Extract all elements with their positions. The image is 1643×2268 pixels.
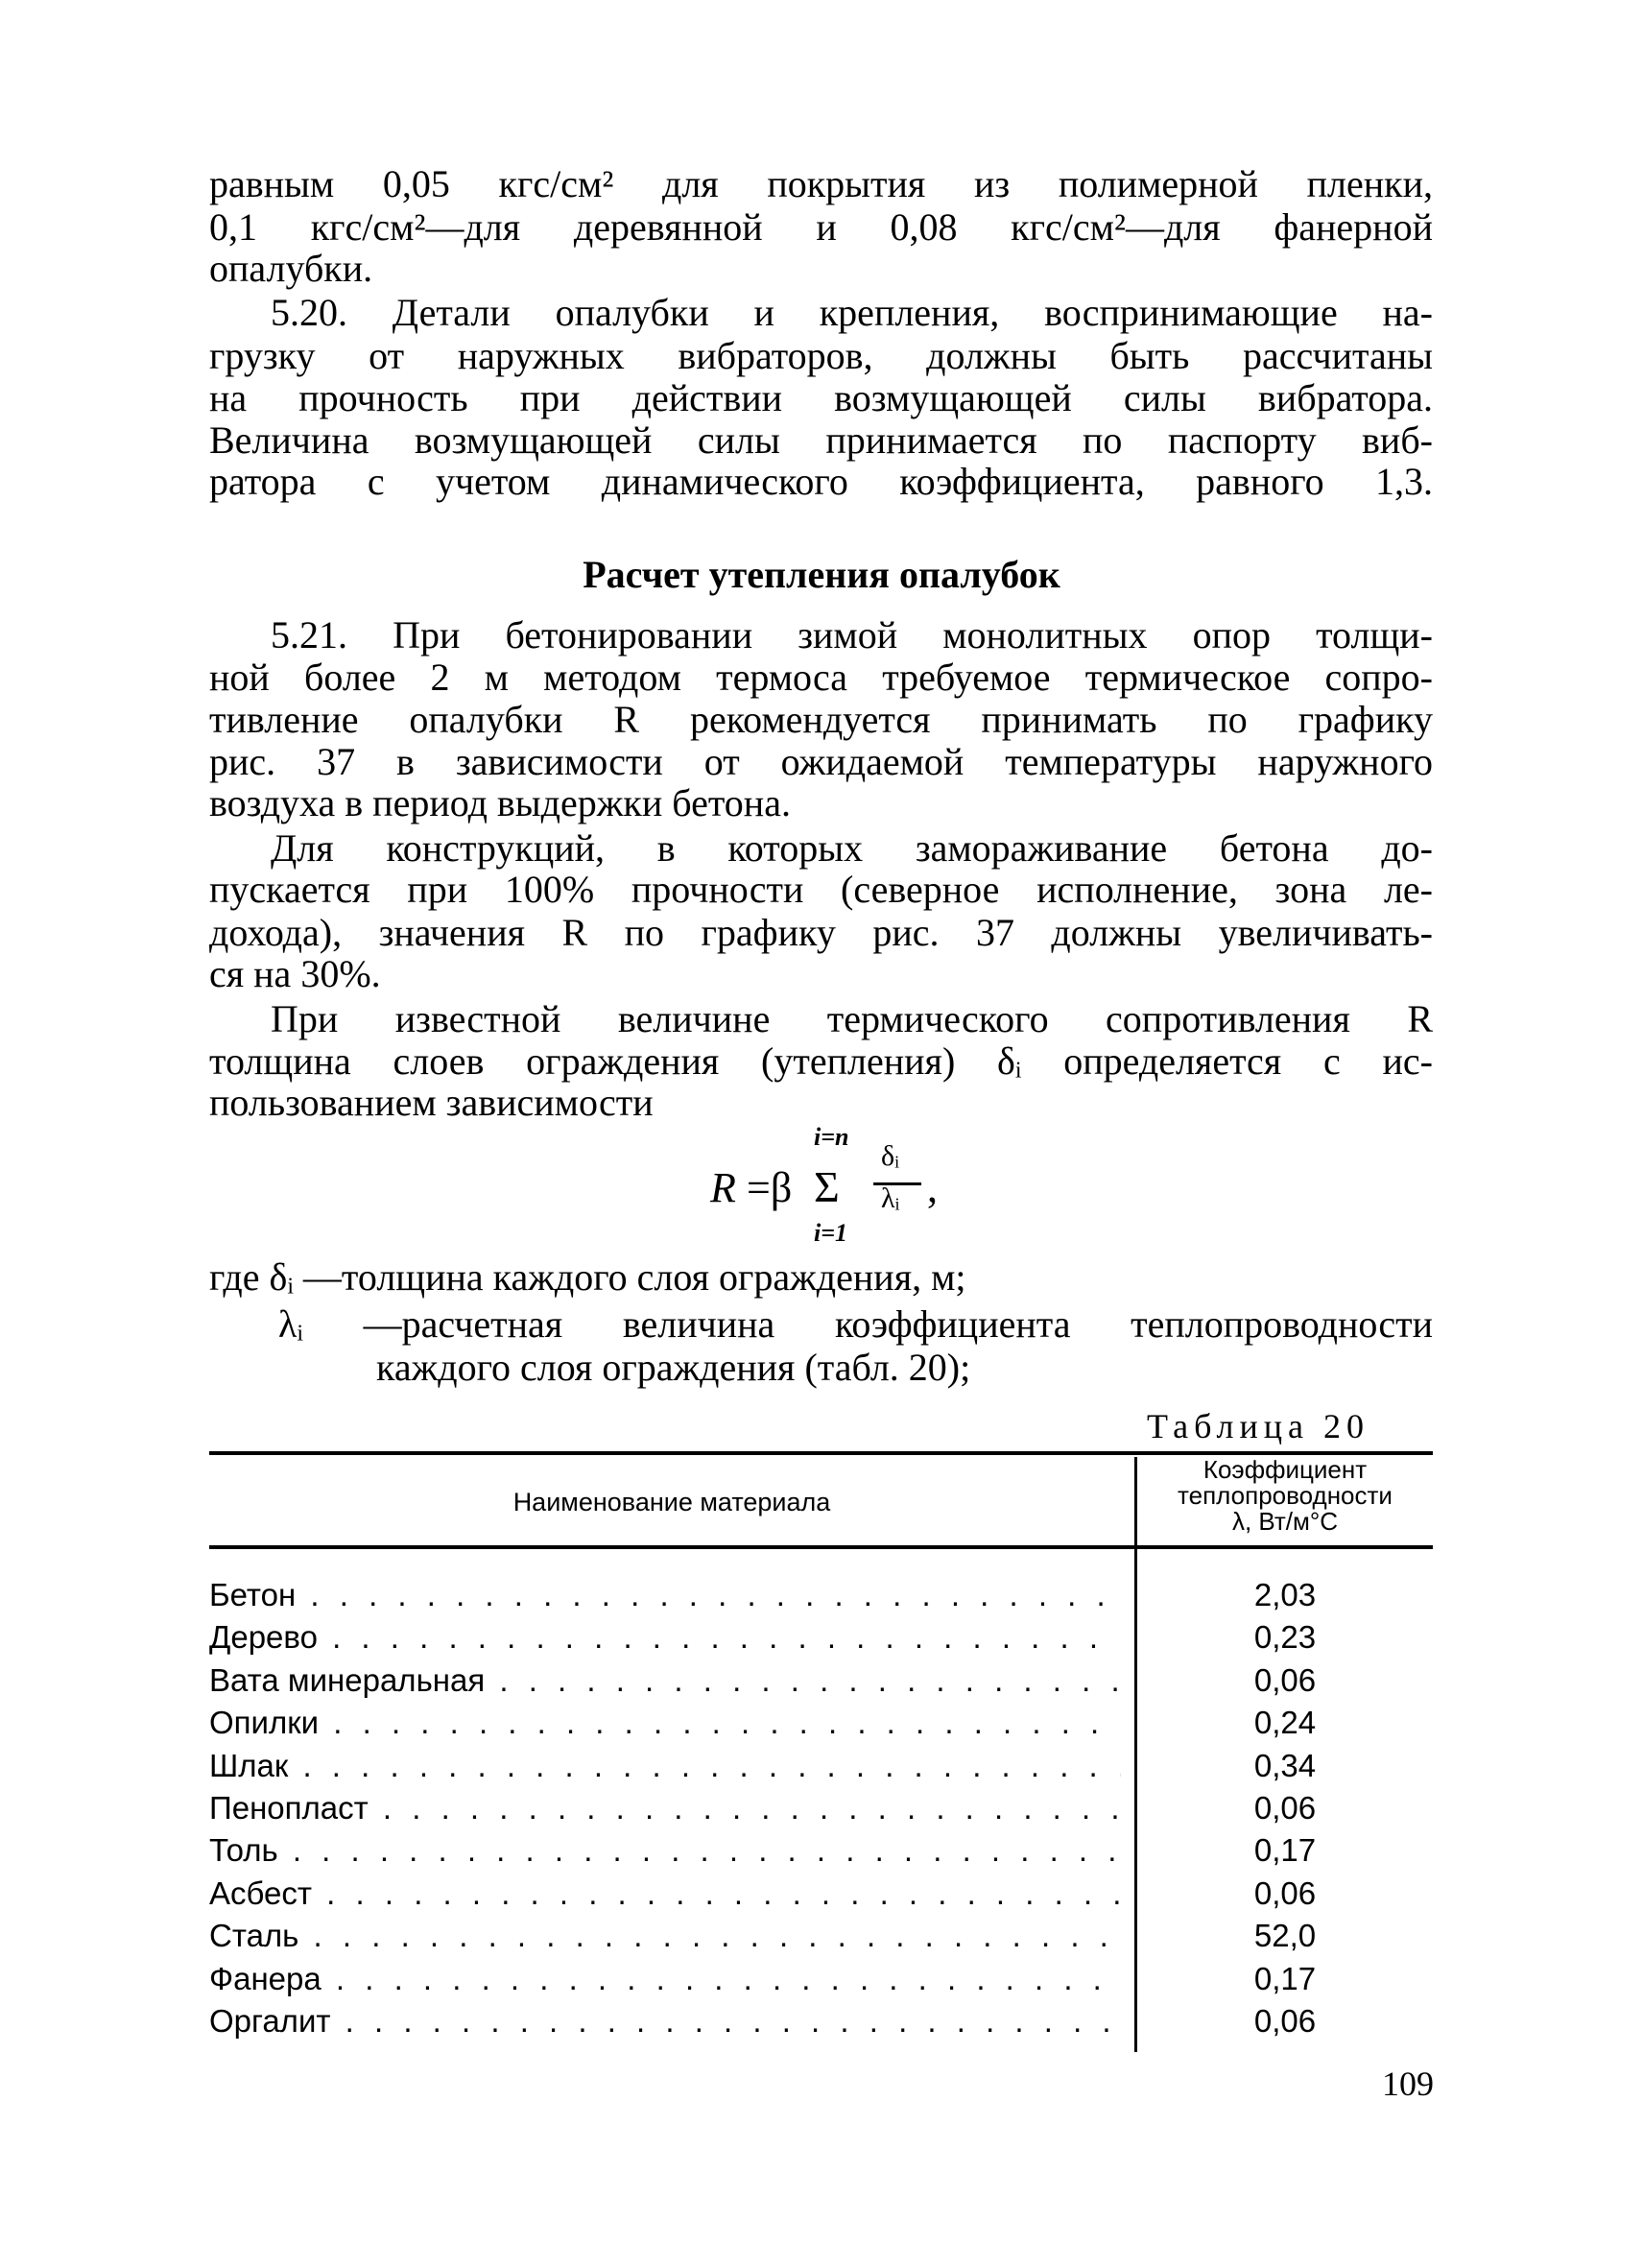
table-row [209,1787,1433,1829]
material-name: Вата минеральная . . . [209,1659,1121,1702]
text-line: опалубки. [209,247,373,290]
material-name: Бетон . . . [209,1574,1121,1616]
header-line: теплопроводности [1178,1481,1393,1510]
conductivity-value: 0,06 [1253,1790,1317,1826]
table-row [209,1829,1433,1872]
conductivity-value: 0,23 [1253,1619,1317,1656]
text-line: где δᵢ —толщина каждого слоя ограждения, м; [209,1255,966,1299]
formula-lower: i=1 [814,1219,848,1247]
text-line: При известной величине термического сопротивления R [271,997,1433,1040]
text-line: дохода), значения R по графику рис. 37 должны увеличивать- [209,911,1433,954]
text-line: ся на 30%. [209,952,381,995]
table-row [209,2000,1433,2042]
text-line: пускается при 100% прочности (северное исполнение, зона ле- [209,868,1433,911]
text-line: Величина возмущающей силы принимается по паспорту виб- [209,418,1433,462]
table-row [209,1958,1433,2000]
formula-comma: , [927,1164,938,1211]
header-line: λ, Вт/м°С [1231,1507,1339,1536]
material-name: Сталь . . . [209,1915,1121,1957]
table-row [209,1702,1433,1744]
conductivity-value: 2,03 [1253,1577,1317,1612]
conductivity-value: 0,24 [1253,1705,1317,1741]
text-line: 5.20. Детали опалубки и крепления, воспринимающие на- [271,291,1433,334]
header-line: Коэффициент [1202,1455,1368,1484]
conductivity-value: 0,06 [1253,1661,1317,1698]
conductivity-value: 52,0 [1253,1918,1317,1954]
text-line: толщина слоев ограждения (утепления) δᵢ определяется с ис- [209,1039,1433,1083]
table-row [209,1659,1433,1702]
formula [701,1123,988,1257]
text-line: пользованием зависимости [209,1081,654,1124]
formula-numerator: δᵢ [881,1140,900,1172]
formula-eq: =β [747,1164,793,1211]
formula-upper: i=n [814,1123,849,1151]
section-heading: Расчет утепления опалубок [583,553,1060,596]
conductivity-value: 0,34 [1253,1747,1317,1783]
table-title: Таблица 20 [1147,1407,1369,1445]
material-name: Асбест . . . [209,1873,1121,1915]
material-name: Дерево . . . [209,1616,1121,1659]
text-line: Для конструкций, в которых замораживание бетона до- [271,826,1433,870]
table-row [209,1873,1433,1915]
text-line: грузку от наружных вибраторов, должны быть рассчитаны [209,334,1433,377]
text-line: ной более 2 м методом термоса требуемое термическое сопро- [209,656,1433,699]
text-line: на прочность при действии возмущающей силы вибратора. [209,376,1433,419]
conductivity-value: 0,17 [1253,1960,1317,1996]
text-line: каждого слоя ограждения (табл. 20); [376,1346,971,1389]
text-line: 0,1 кгс/см²—для деревянной и 0,08 кгс/см²—для фанерной [209,205,1433,249]
conductivity-value: 0,06 [1253,2003,1317,2039]
text-line: рис. 37 в зависимости от ожидаемой температуры наружного [209,740,1433,783]
text-line: равным 0,05 кгс/см² для покрытия из полимерной пленки, [209,162,1433,205]
conductivity-value: 0,06 [1253,1874,1317,1911]
table-row [209,1745,1433,1787]
table-header-rule [209,1545,1433,1549]
page-number: 109 [1382,2065,1434,2103]
table-row [209,1616,1433,1659]
table-row [209,1574,1433,1616]
material-name: Толь . . . [209,1829,1121,1872]
text-line: тивление опалубки R рекомендуется принимать по графику [209,698,1433,741]
sigma-symbol: Σ [814,1162,840,1211]
text-line: λᵢ —расчетная величина коэффициента теплопроводности [278,1302,1433,1346]
material-name: Оргалит . . . [209,2000,1121,2042]
formula-denominator: λᵢ [881,1182,900,1214]
text-line: ратора с учетом динамического коэффициента, равного 1,3. [209,460,1433,503]
formula-r: R [710,1164,736,1211]
table-header-material: Наименование материала [512,1488,831,1516]
table-row [209,1915,1433,1957]
conductivity-value: 0,17 [1253,1832,1317,1869]
material-name: Опилки . . . [209,1702,1121,1744]
table-header-coefficient [1137,1457,1433,1535]
material-name: Пенопласт . . . [209,1787,1121,1829]
material-name: Шлак . . . [209,1745,1121,1787]
text-line: воздуха в период выдержки бетона. [209,781,791,824]
text-line: 5.21. При бетонировании зимой монолитных опор толщи- [271,613,1433,657]
material-name: Фанера . . . [209,1958,1121,2000]
